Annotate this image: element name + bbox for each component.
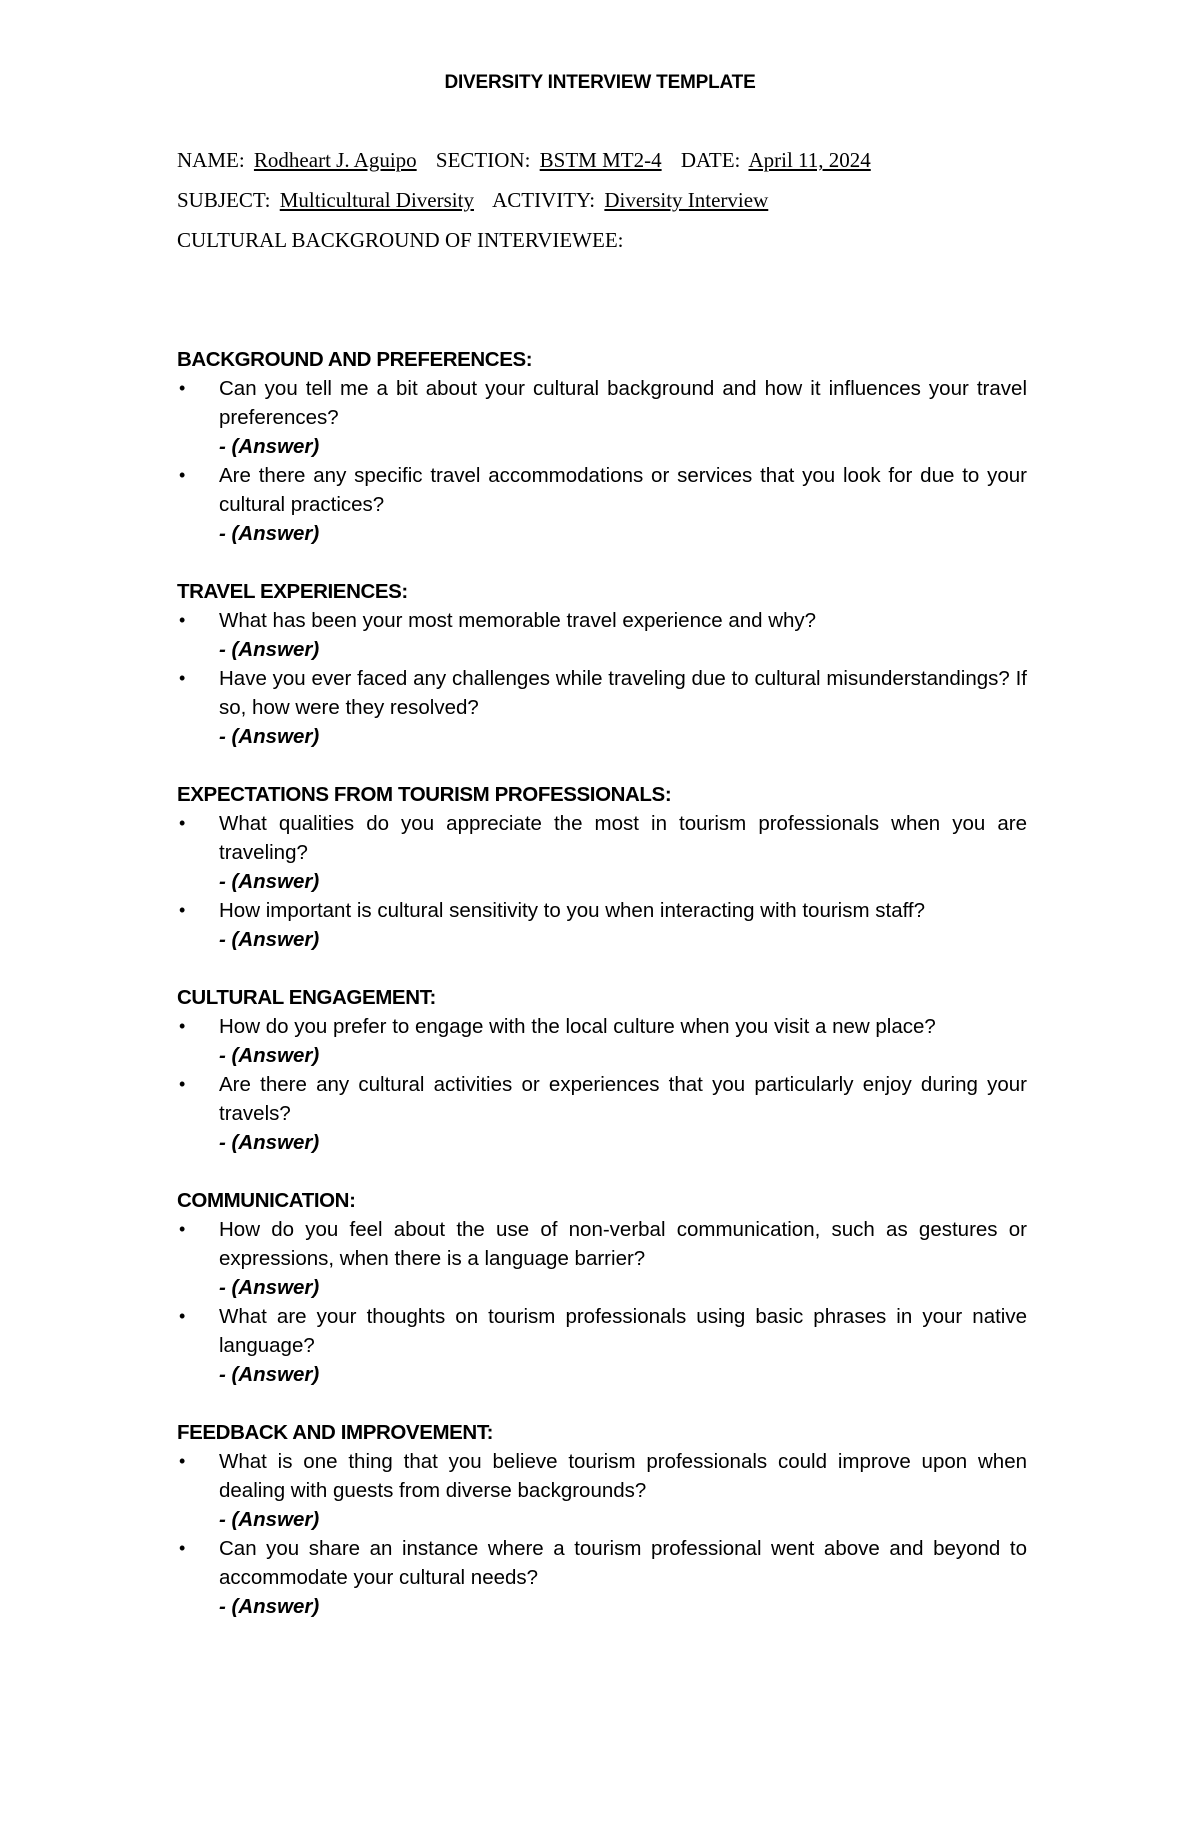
question-text: Have you ever faced any challenges while traveling due to cultural misunderstandings? If so, how were they resolved? [219,667,1027,719]
section-heading: EXPECTATIONS FROM TOURISM PROFESSIONALS: [177,783,672,806]
subject-label: SUBJECT: [177,188,271,212]
bullet-icon: • [179,1016,186,1036]
subject-value: Multicultural Diversity [279,188,474,212]
section-value: BSTM MT2-4 [539,148,662,172]
cultural-background-label: CULTURAL BACKGROUND OF INTERVIEWEE: [177,228,624,252]
bullet-icon: • [179,1306,186,1326]
answer-placeholder: - (Answer) [219,1044,320,1067]
interview-section [177,983,1027,1157]
question-text: Are there any specific travel accommodations or services that you look for due to your cultural practices? [219,464,1027,516]
question-text: What has been your most memorable travel experience and why? [219,609,817,632]
header-row-subject-activity [177,180,1057,220]
section-heading: FEEDBACK AND IMPROVEMENT: [177,1421,494,1444]
question-list [177,809,1027,954]
section-label: SECTION: [435,148,531,172]
section-heading: CULTURAL ENGAGEMENT: [177,986,436,1009]
question-text: How do you prefer to engage with the local culture when you visit a new place? [219,1015,936,1038]
bullet-icon: • [179,610,186,630]
question-text: Are there any cultural activities or experiences that you particularly enjoy during your travels? [219,1073,1027,1125]
date-value: April 11, 2024 [748,148,871,172]
answer-placeholder: - (Answer) [219,435,320,458]
header-block [177,140,1057,260]
bullet-icon: • [179,813,186,833]
question-item [177,809,1027,896]
answer-placeholder: - (Answer) [219,1276,320,1299]
interview-section [177,780,1027,954]
question-list [177,374,1027,548]
answer-placeholder: - (Answer) [219,725,320,748]
bullet-icon: • [179,1538,186,1558]
interview-section [177,1186,1027,1389]
question-text: Can you share an instance where a tourism professional went above and beyond to accommodate your cultural needs? [219,1537,1027,1589]
name-value: Rodheart J. Aguipo [253,148,417,172]
question-item [177,1070,1027,1157]
answer-placeholder: - (Answer) [219,1363,320,1386]
question-text: What is one thing that you believe tourism professionals could improve upon when dealing with guests from diverse backgrounds? [219,1450,1027,1502]
header-row-cultural-background [177,220,1057,260]
activity-value: Diversity Interview [604,188,769,212]
question-item [177,374,1027,461]
question-list [177,606,1027,751]
question-item [177,896,1027,954]
question-text: What qualities do you appreciate the most in tourism professionals when you are traveling? [219,812,1027,864]
name-label: NAME: [177,148,245,172]
question-list [177,1447,1027,1621]
question-text: What are your thoughts on tourism professionals using basic phrases in your native language? [219,1305,1027,1357]
question-text: Can you tell me a bit about your cultural background and how it influences your travel preferences? [219,377,1027,429]
bullet-icon: • [179,900,186,920]
question-item [177,461,1027,548]
section-heading: TRAVEL EXPERIENCES: [177,580,408,603]
bullet-icon: • [179,1219,186,1239]
bullet-icon: • [179,378,186,398]
question-text: How do you feel about the use of non-verbal communication, such as gestures or expressions, when there is a language barrier? [219,1218,1027,1270]
question-item [177,1215,1027,1302]
answer-placeholder: - (Answer) [219,522,320,545]
question-item [177,1012,1027,1070]
bullet-icon: • [179,1451,186,1471]
answer-placeholder: - (Answer) [219,928,320,951]
question-list [177,1215,1027,1389]
question-item [177,1534,1027,1621]
answer-placeholder: - (Answer) [219,1131,320,1154]
interview-section [177,1418,1027,1621]
bullet-icon: • [179,1074,186,1094]
bullet-icon: • [179,668,186,688]
question-item [177,1302,1027,1389]
question-item [177,606,1027,664]
question-text: How important is cultural sensitivity to you when interacting with tourism staff? [219,899,926,922]
section-heading: BACKGROUND AND PREFERENCES: [177,348,533,371]
document-title: DIVERSITY INTERVIEW TEMPLATE [444,72,756,93]
answer-placeholder: - (Answer) [219,870,320,893]
interview-sections [177,345,1027,1650]
question-list [177,1012,1027,1157]
header-row-name-section-date [177,140,1057,180]
answer-placeholder: - (Answer) [219,638,320,661]
question-item [177,1447,1027,1534]
answer-placeholder: - (Answer) [219,1595,320,1618]
section-heading: COMMUNICATION: [177,1189,356,1212]
answer-placeholder: - (Answer) [219,1508,320,1531]
activity-label: ACTIVITY: [492,188,596,212]
date-label: DATE: [680,148,741,172]
bullet-icon: • [179,465,186,485]
interview-section [177,345,1027,548]
question-item [177,664,1027,751]
interview-section [177,577,1027,751]
